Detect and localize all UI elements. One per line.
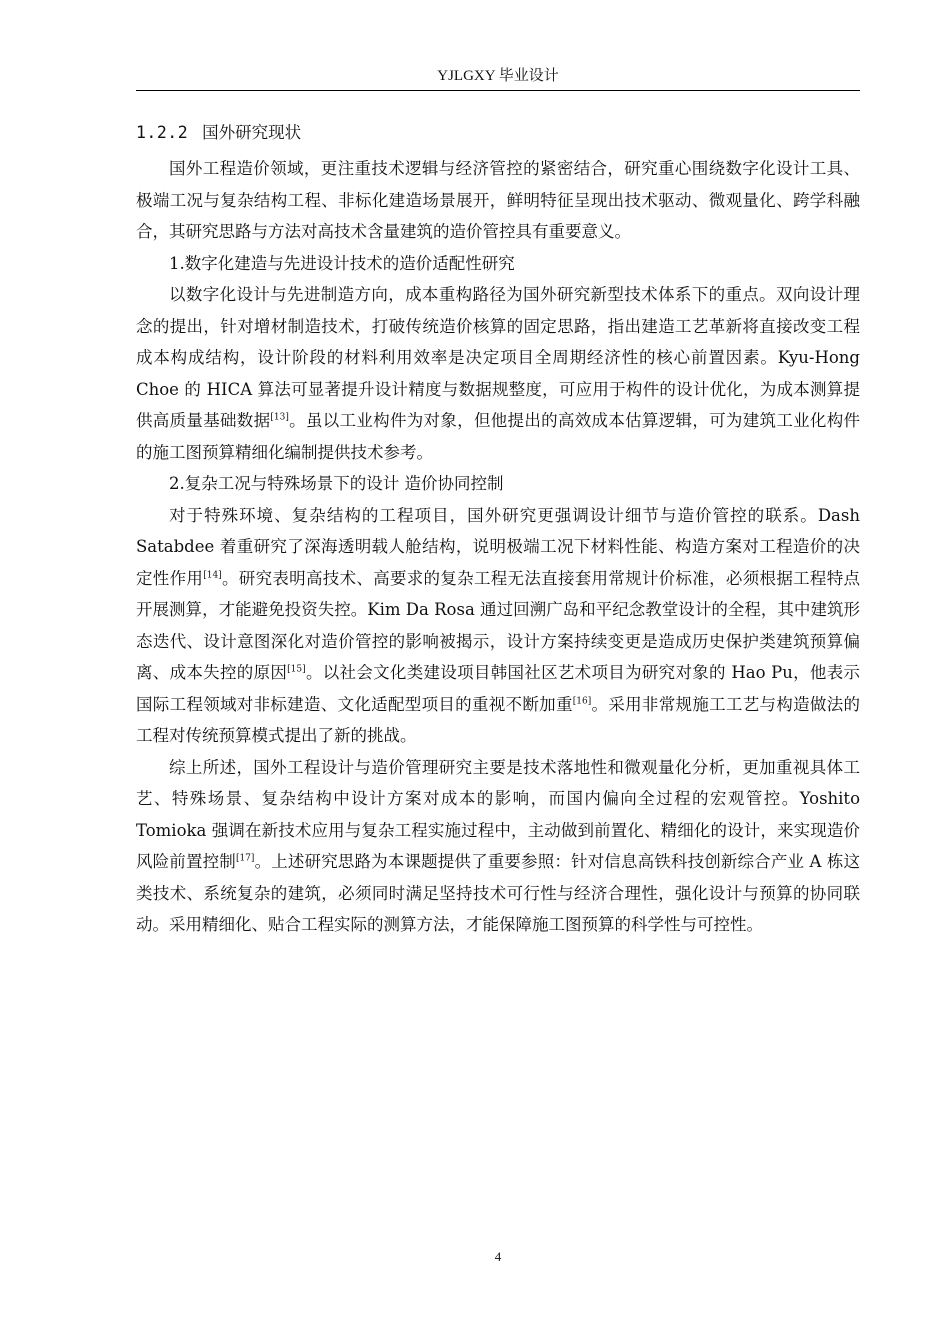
subheading-digital-construction: 1.数字化建造与先进设计技术的造价适配性研究 <box>169 253 515 273</box>
citation-14: [14] <box>203 570 222 581</box>
header-divider <box>136 90 860 91</box>
citation-15: [15] <box>287 664 306 675</box>
complex-conditions-paragraph <box>136 500 860 752</box>
paragraph-text: 。虽以工业构件为对象，但他提出的高效成本估算逻辑，可为建筑工业化构件的施工图预算精细化编制提供技术参考。 <box>136 411 861 462</box>
section-number: 1.2.2 <box>136 123 189 142</box>
digital-construction-paragraph <box>136 279 860 468</box>
paragraph-text: 以数字化设计与先进制造方向，成本重构路径为国外研究新型技术体系下的重点。双向设计理念的提出，针对增材制造技术，打破传统造价核算的固定思路，指出建造工艺革新将直接改变工程成本构成结构，设计阶段的材料利用效率是决定项目全周期经济性的核心前置因素。Kyu-Hong Choe 的 HICA 算法可显著提升设计精度与数据规整度，可应用于构件的设计优化，为成本测算提供高质量基础数据 <box>136 285 860 430</box>
section-heading <box>136 119 860 147</box>
citation-16: [16] <box>572 696 592 707</box>
citation-13: [13] <box>270 412 289 423</box>
paragraph-text: 。以社会文化类建设项目韩国社区艺术项目为研究对象的 Hao Pu，他表示国际工程领域对非标建造、文化适配型项目的重视不断加重 <box>136 663 860 714</box>
page-number: 4 <box>494 1249 502 1264</box>
subheading-complex-conditions: 2.复杂工况与特殊场景下的设计 造价协同控制 <box>169 474 504 493</box>
paragraph-text: 。采用非常规施工工艺与构造做法的工程对传统预算模式提出了新的挑战。 <box>136 694 861 745</box>
section-title: 国外研究现状 <box>202 123 302 142</box>
paragraph-text: 。研究表明高技术、高要求的复杂工程无法直接套用常规计价标准，必须根据工程特点开展测算，才能避免投资失控。Kim Da Rosa 通过回溯广岛和平纪念教堂设计的全程，其中建筑形态迭代、设计意图深化对造价管控的影响被揭示，设计方案持续变更是造成历史保护类建筑预算偏离、成本失控的原因 <box>136 568 861 682</box>
citation-17: [17] <box>235 853 255 864</box>
intro-paragraph: 国外工程造价领域，更注重技术逻辑与经济管控的紧密结合，研究重心围绕数字化设计工具、极端工况与复杂结构工程、非标化建造场景展开，鲜明特征呈现出技术驱动、微观量化、跨学科融合，其研究思路与方法对高技术含量建筑的造价管控具有重要意义。 <box>136 159 860 241</box>
paragraph-text: 。上述研究思路为本课题提供了重要参照：针对信息高铁科技创新综合产业 A 栋这类技术、系统复杂的建筑，必须同时满足坚持技术可行性与经济合理性，强化设计与预算的协同联动。采用精细化、贴合工程实际的测算方法，才能保障施工图预算的科学性与可控性。 <box>136 852 861 934</box>
paragraph-text: 对于特殊环境、复杂结构的工程项目，国外研究更强调设计细节与造价管控的联系。Dash Satabdee 着重研究了深海透明载人舱结构，说明极端工况下材料性能、构造方案对工程造价的决定性作用 <box>136 505 860 588</box>
summary-paragraph <box>136 752 860 941</box>
running-header: YJLGXY 毕业设计 <box>437 68 559 84</box>
paragraph-text: 综上所述，国外工程设计与造价管理研究主要是技术落地性和微观量化分析，更加重视具体工艺、特殊场景、复杂结构中设计方案对成本的影响，而国内偏向全过程的宏观管控。Yoshito Tomioka 强调在新技术应用与复杂工程实施过程中，主动做到前置化、精细化的设计，来实现造价风险前置控制 <box>136 757 860 871</box>
document-body <box>136 119 860 941</box>
